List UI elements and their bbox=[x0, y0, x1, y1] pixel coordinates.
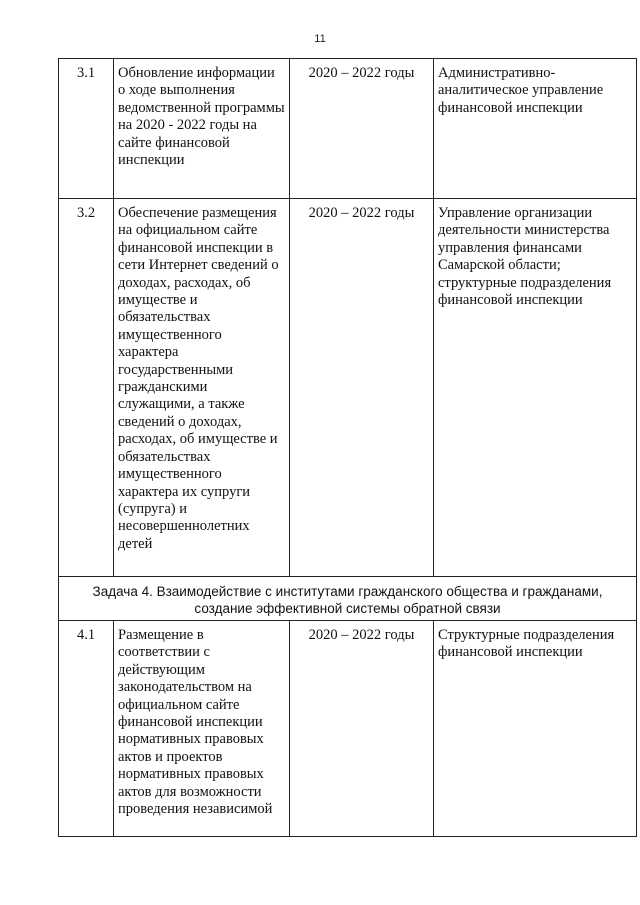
event-text: Обеспечение размещения на официальном сайте финансовой инспекции в сети Интернет сведений о доходах, расходах, об имуществе и обязательствах имущественного характера государственными гражданскими служащими, а также сведений о доходах, расходах, об имуществе и обязательствах имущественного характера их супруги (супруга) и несовершеннолетних детей bbox=[114, 199, 290, 577]
responsible-text: Управление организации деятельности министерства управления финансами Самарской области; структурные подразделения финансовой инспекции bbox=[434, 199, 637, 577]
event-text: Размещение в соответствии с действующим законодательством на официальном сайте финансовой инспекции нормативных правовых актов и проектов нормативных правовых актов для возможности проведения независимой bbox=[114, 621, 290, 837]
period-text: 2020 – 2022 годы bbox=[290, 621, 434, 837]
row-number: 4.1 bbox=[59, 621, 114, 837]
period-text: 2020 – 2022 годы bbox=[290, 59, 434, 199]
task-heading-row bbox=[59, 577, 637, 621]
responsible-text: Административно-аналитическое управление финансовой инспекции bbox=[434, 59, 637, 199]
row-number: 3.2 bbox=[59, 199, 114, 577]
table-row bbox=[59, 59, 637, 199]
page-number: 11 bbox=[314, 33, 326, 45]
row-number: 3.1 bbox=[59, 59, 114, 199]
period-text: 2020 – 2022 годы bbox=[290, 199, 434, 577]
responsible-text: Структурные подразделения финансовой инспекции bbox=[434, 621, 637, 837]
task-heading: Задача 4. Взаимодействие с институтами гражданского общества и гражданами, создание эффективной системы обратной связи bbox=[59, 577, 637, 621]
measures-table bbox=[58, 58, 637, 837]
event-text: Обновление информации о ходе выполнения ведомственной программы на 2020 - 2022 годы на сайте финансовой инспекции bbox=[114, 59, 290, 199]
table-row bbox=[59, 199, 637, 577]
table-row bbox=[59, 621, 637, 837]
